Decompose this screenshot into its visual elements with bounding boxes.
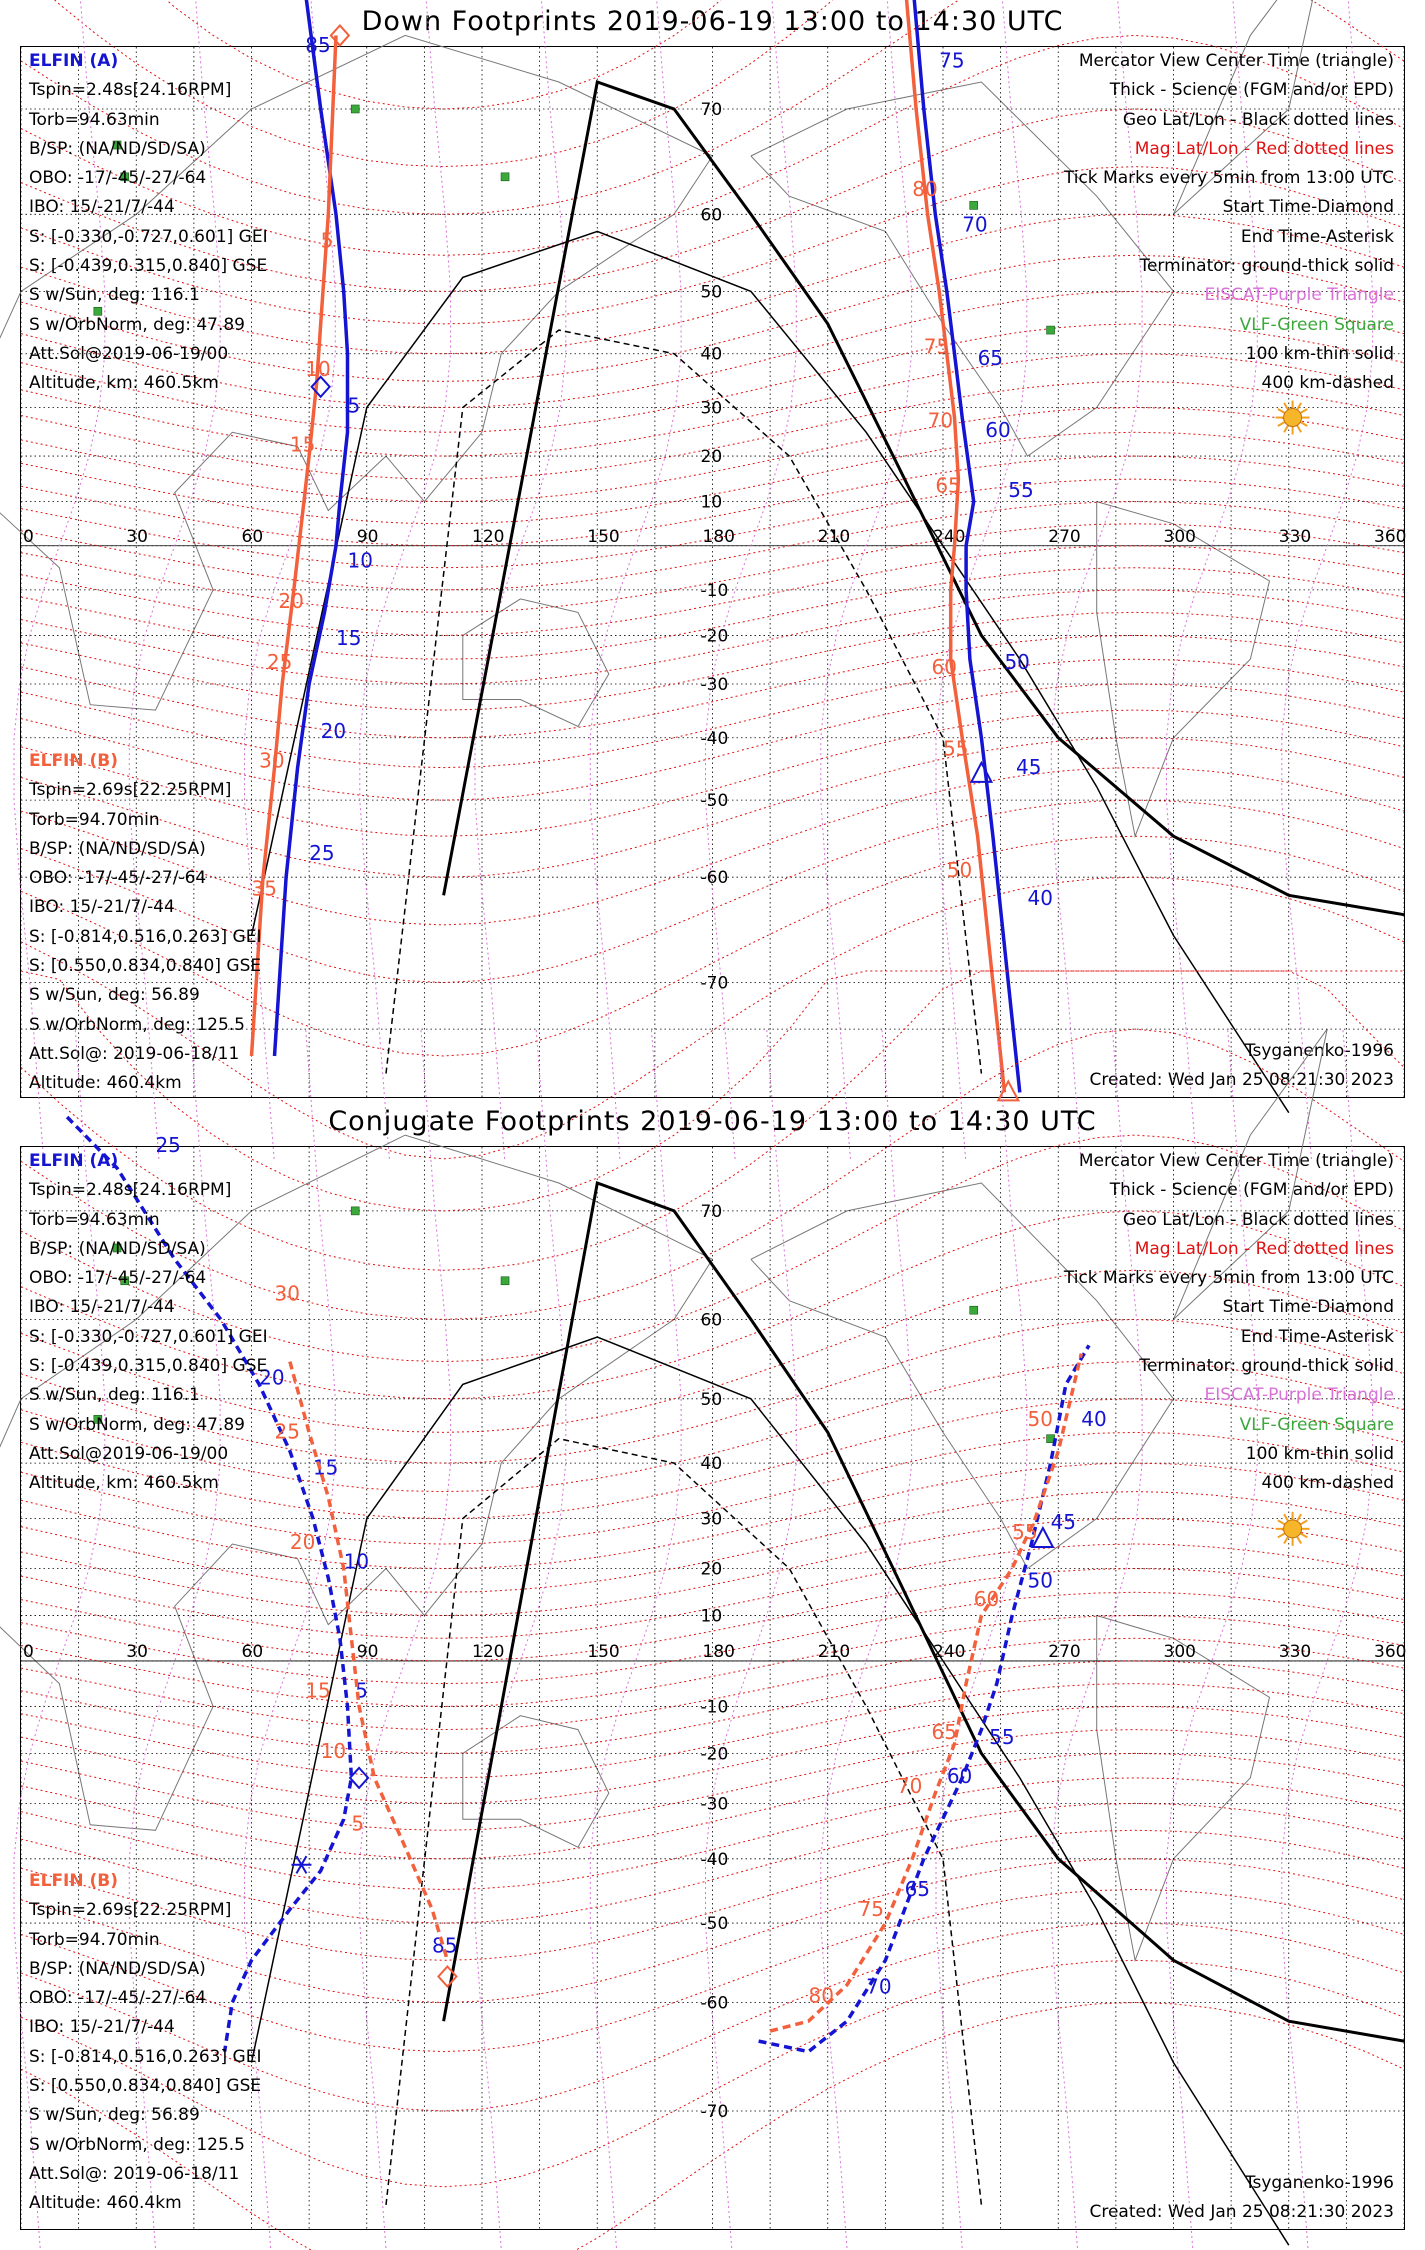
legend-item: Tick Marks every 5min from 13:00 UTC (1063, 168, 1394, 189)
sun-ray (1284, 1537, 1288, 1544)
vlf-station-icon (970, 1306, 978, 1314)
track-tick-label: 65 (904, 1876, 931, 1901)
elfin-b-line: OBO: -17/-45/-27/-64 (29, 1988, 207, 2009)
elfin-a-line: S: [-0.330,-0.727,0.601] GEI (29, 226, 268, 247)
track-tick-label: 25 (309, 841, 335, 866)
sun-disk (1284, 409, 1302, 427)
elfin-b-line: S: [0.550,0.834,0.840] GSE (29, 956, 262, 977)
elfin-a-line: B/SP: (NA/ND/SD/SA) (29, 138, 206, 159)
track-tick-label: 55 (989, 1724, 1015, 1749)
track-tick-label: 5 (347, 393, 361, 418)
elfin-b-line: S: [-0.814,0.516,0.263] GEI (29, 2046, 262, 2067)
track-tick-label: 65 (935, 473, 961, 498)
track-tick-label: 5 (355, 1678, 368, 1703)
sun-ray (1284, 425, 1288, 432)
y-tick-label: 40 (700, 1454, 723, 1475)
x-tick-label: 180 (702, 1641, 735, 1662)
track-tick-label: 70 (962, 212, 988, 237)
elfin-b-line: Tspin=2.69s[22.25RPM] (29, 780, 232, 801)
sun-disk (1284, 1520, 1302, 1538)
track-tick-label: 45 (1015, 754, 1042, 779)
legend-item: Start Time-Diamond (1222, 197, 1394, 218)
track-tick-label: 85 (432, 1933, 458, 1958)
elfin-a-line: B/SP: (NA/ND/SD/SA) (29, 1238, 206, 1259)
y-tick-label: 70 (700, 99, 723, 120)
track-tick-label: 30 (259, 748, 285, 773)
center-triangle-icon (971, 763, 991, 782)
elfin-b-line: S w/OrbNorm, deg: 125.5 (29, 2134, 246, 2155)
sun-ray (1297, 1514, 1301, 1521)
created-timestamp: Created: Wed Jan 25 08:21:30 2023 (1089, 2202, 1394, 2222)
sun-ray (1278, 422, 1285, 426)
track-tick-label: 65 (931, 1720, 957, 1745)
legend-item: Mercator View Center Time (triangle) (1078, 1151, 1394, 1171)
track-tick-label: 50 (1027, 1568, 1053, 1593)
footprint-track (759, 1345, 1089, 2051)
elfin-a-label: ELFIN (A) (29, 51, 119, 71)
elfin-a-line: OBO: -17/-45/-27/-64 (29, 168, 207, 189)
x-tick-label: 240 (933, 526, 966, 547)
track-tick-label: 55 (943, 736, 969, 761)
x-tick-label: 150 (587, 1641, 620, 1662)
legend-item: Mag Lat/Lon - Red dotted lines (1134, 1238, 1394, 1259)
track-tick-label: 70 (927, 408, 954, 433)
conjugate-footprints-panel (20, 1133, 1407, 2230)
elfin-a-info (29, 1147, 268, 1499)
x-tick-label: 0 (23, 526, 34, 547)
elfin-a-line: S w/Sun, deg: 116.1 (29, 285, 200, 306)
mag-meridian (821, 1029, 912, 2250)
elfin-b-label: ELFIN (B) (29, 751, 119, 771)
elfin-b-line: Torb=94.70min (29, 1929, 160, 1950)
sun-ray (1284, 403, 1288, 410)
sun-ray (1278, 409, 1285, 413)
legend-item: 100 km-thin solid (1245, 1443, 1394, 1464)
legend-item: End Time-Asterisk (1240, 226, 1394, 247)
x-tick-label: 0 (23, 1641, 34, 1662)
mag-meridian (590, 0, 681, 1159)
track-tick-label: 15 (289, 432, 316, 457)
y-tick-label: 30 (700, 398, 723, 419)
track-tick-label: 70 (896, 1774, 923, 1799)
legend-item: VLF-Green Square (1239, 1414, 1394, 1435)
x-tick-label: 120 (472, 1641, 505, 1662)
x-tick-label: 270 (1048, 1641, 1081, 1662)
x-tick-label: 180 (702, 526, 735, 547)
mag-meridian (360, 1029, 451, 2250)
sun-icon (1276, 1512, 1310, 1546)
down-footprints-panel (20, 32, 1407, 1098)
track-tick-label: 55 (1012, 1520, 1038, 1545)
legend-item: Thick - Science (FGM and/or EPD) (1109, 80, 1394, 101)
track-tick-label: 25 (155, 1133, 181, 1158)
elfin-b-label: ELFIN (B) (29, 1871, 119, 1891)
track-tick-label: 50 (1004, 650, 1030, 675)
track-tick-label: 70 (866, 1974, 892, 1999)
track-tick-label: 40 (1081, 1406, 1107, 1431)
y-tick-label: 10 (700, 1606, 723, 1627)
legend-item: EISCAT-Purple Triangle (1204, 285, 1394, 306)
track-tick-label: 45 (1050, 1509, 1077, 1534)
sun-ray (1300, 422, 1307, 426)
y-tick-label: 60 (700, 1310, 723, 1331)
track-tick-label: 80 (912, 177, 938, 202)
track-tick-label: 20 (320, 718, 347, 743)
vlf-station-icon (501, 173, 509, 181)
vlf-station-icon (970, 201, 978, 209)
x-tick-label: 120 (472, 526, 505, 547)
x-tick-label: 300 (1163, 1641, 1196, 1662)
track-tick-label: 25 (274, 1419, 301, 1444)
elfin-a-line: S: [-0.330,-0.727,0.601] GEI (29, 1326, 268, 1347)
elfin-b-line: Altitude: 460.4km (29, 2193, 182, 2214)
x-tick-label: 210 (817, 526, 851, 547)
y-tick-label: -10 (700, 1697, 729, 1718)
elfin-a-info (29, 47, 268, 399)
elfin-b-line: S w/Sun, deg: 56.89 (29, 2105, 200, 2126)
y-tick-label: 50 (700, 1389, 723, 1410)
coastline (463, 1716, 609, 1848)
elfin-a-line: IBO: 15/-21/7/-44 (29, 1297, 175, 1318)
elfin-a-line: OBO: -17/-45/-27/-64 (29, 1268, 207, 1289)
elfin-b-info (29, 1867, 261, 2219)
panel-title-down: Down Footprints 2019-06-19 13:00 to 14:30 UTC (361, 6, 1064, 37)
elfin-a-line: Torb=94.63min (29, 1209, 160, 1230)
coastline (1097, 1616, 1270, 1961)
y-tick-label: -30 (700, 1794, 729, 1815)
elfin-a-line: Torb=94.63min (29, 109, 160, 130)
y-tick-label: 10 (700, 492, 723, 513)
sun-ray (1300, 1533, 1307, 1537)
sun-ray (1297, 425, 1301, 432)
elfin-a-line: S: [-0.439,0.315,0.840] GSE (29, 1356, 268, 1377)
elfin-b-line: IBO: 15/-21/7/-44 (29, 2017, 175, 2038)
y-tick-label: 20 (700, 1559, 723, 1580)
track-tick-label: 25 (266, 650, 293, 675)
x-tick-label: 150 (587, 526, 620, 547)
x-tick-label: 210 (817, 1641, 851, 1662)
track-tick-label: 15 (336, 625, 362, 650)
y-tick-label: -20 (700, 1744, 729, 1765)
track-tick-label: 60 (946, 1763, 973, 1788)
legend-item: Mercator View Center Time (triangle) (1078, 51, 1394, 71)
y-tick-label: -60 (700, 868, 729, 889)
elfin-b-line: Tspin=2.69s[22.25RPM] (29, 1900, 232, 1921)
sun-ray (1300, 409, 1307, 413)
footprint-track (275, 0, 348, 1056)
elfin-b-line: Altitude: 460.4km (29, 1073, 182, 1094)
y-tick-label: 60 (700, 205, 723, 226)
track-tick-label: 10 (343, 1549, 370, 1574)
y-tick-label: -60 (700, 1993, 729, 2014)
coastline (463, 599, 609, 727)
track-tick-label: 60 (973, 1587, 1000, 1612)
legend-item: VLF-Green Square (1239, 314, 1394, 335)
track-tick-label: 50 (946, 858, 973, 883)
x-tick-label: 330 (1278, 1641, 1312, 1662)
x-tick-label: 60 (241, 526, 264, 547)
sun-ray (1278, 1520, 1285, 1524)
legend-item: Tick Marks every 5min from 13:00 UTC (1063, 1268, 1394, 1289)
track-tick-label: 35 (251, 876, 277, 901)
y-tick-label: -50 (700, 791, 729, 812)
elfin-a-line: S w/OrbNorm, deg: 47.89 (29, 1414, 246, 1435)
footer-right (1089, 2169, 1394, 2227)
elfin-b-line: Att.Sol@: 2019-06-18/11 (29, 2163, 240, 2184)
legend-item: Terminator: ground-thick solid (1139, 1356, 1394, 1377)
legend-item: Geo Lat/Lon - Black dotted lines (1122, 1209, 1394, 1230)
y-tick-label: -40 (700, 728, 729, 749)
elfin-a-line: S: [-0.439,0.315,0.840] GSE (29, 256, 268, 277)
elfin-a-line: Tspin=2.48s[24.16RPM] (29, 80, 232, 101)
x-tick-label: 90 (356, 1641, 379, 1662)
y-tick-label: -70 (700, 973, 729, 994)
track-tick-label: 80 (808, 1983, 834, 2008)
elfin-a-line: Altitude, km: 460.5km (29, 373, 219, 394)
elfin-a-line: Att.Sol@2019-06-19/00 (29, 1443, 229, 1464)
vlf-station-icon (501, 1277, 509, 1285)
legend-item: 400 km-dashed (1261, 1473, 1394, 1494)
legend-item: End Time-Asterisk (1240, 1326, 1394, 1347)
x-tick-label: 330 (1278, 526, 1312, 547)
created-timestamp: Created: Wed Jan 25 08:21:30 2023 (1089, 1070, 1394, 1090)
elfin-b-line: S w/OrbNorm, deg: 125.5 (29, 1014, 246, 1035)
y-tick-label: 30 (700, 1509, 723, 1530)
track-tick-label: 50 (1027, 1406, 1053, 1431)
track-tick-label: 55 (1008, 478, 1034, 503)
sun-ray (1284, 1514, 1288, 1521)
track-tick-label: 75 (939, 48, 965, 73)
legend-item: Start Time-Diamond (1222, 1297, 1394, 1318)
y-tick-label: -30 (700, 674, 729, 695)
vlf-station-icon (1047, 326, 1055, 334)
mag-meridian (936, 1029, 1027, 2250)
x-tick-label: 240 (933, 1641, 966, 1662)
track-tick-label: 10 (347, 548, 373, 573)
track-tick-label: 10 (320, 1739, 347, 1764)
coastline (1097, 502, 1270, 837)
elfin-b-line: S: [0.550,0.834,0.840] GSE (29, 2076, 262, 2097)
x-tick-label: 90 (356, 526, 379, 547)
track-tick-label: 10 (305, 357, 331, 382)
elfin-b-line: B/SP: (NA/ND/SD/SA) (29, 1958, 206, 1979)
track-tick-label: 20 (259, 1365, 285, 1390)
center-triangle-icon (998, 1081, 1018, 1100)
track-tick-label: 15 (312, 1455, 339, 1480)
track-tick-label: 75 (858, 1897, 884, 1922)
elfin-a-line: S w/Sun, deg: 116.1 (29, 1385, 200, 1406)
elfin-a-label: ELFIN (A) (29, 1151, 119, 1171)
track-tick-label: 65 (977, 346, 1004, 371)
y-tick-label: 70 (700, 1201, 723, 1222)
legend-item: EISCAT-Purple Triangle (1204, 1385, 1394, 1406)
y-tick-label: -50 (700, 1914, 729, 1935)
elfin-b-line: B/SP: (NA/ND/SD/SA) (29, 838, 206, 859)
elfin-b-line: Att.Sol@: 2019-06-18/11 (29, 1043, 240, 1064)
mag-meridian (360, 0, 451, 1159)
mag-meridian (475, 0, 566, 1159)
sun-ray (1297, 1537, 1301, 1544)
sun-icon (1276, 401, 1310, 435)
y-tick-label: 40 (700, 344, 723, 365)
elfin-b-line: Torb=94.70min (29, 809, 160, 830)
track-tick-label: 20 (289, 1529, 316, 1554)
track-tick-label: 30 (274, 1281, 301, 1306)
mag-meridian (821, 0, 912, 1159)
y-tick-label: 20 (700, 447, 723, 468)
legend (1064, 47, 1394, 399)
track-tick-label: 40 (1027, 885, 1053, 910)
x-tick-label: 270 (1048, 526, 1081, 547)
vlf-station-icon (351, 105, 359, 113)
model-name: Tsyganenko-1996 (1244, 1041, 1394, 1061)
track-tick-label: 20 (278, 588, 304, 613)
x-tick-label: 360 (1374, 526, 1407, 547)
x-tick-label: 60 (241, 1641, 264, 1662)
track-tick-label: 5 (320, 228, 334, 253)
y-tick-label: -70 (700, 2102, 729, 2123)
terminator-400km (386, 1439, 981, 2205)
x-tick-label: 30 (126, 1641, 148, 1662)
panel-title-conjugate: Conjugate Footprints 2019-06-19 13:00 to 14:30 UTC (328, 1106, 1097, 1137)
elfin-a-line: Att.Sol@2019-06-19/00 (29, 343, 229, 364)
elfin-b-line: OBO: -17/-45/-27/-64 (29, 868, 207, 889)
elfin-a-line: Altitude, km: 460.5km (29, 1473, 219, 1494)
mag-meridian (475, 1029, 566, 2250)
x-tick-label: 300 (1163, 526, 1196, 547)
model-name: Tsyganenko-1996 (1244, 2173, 1394, 2193)
sun-ray (1297, 403, 1301, 410)
footer-right (1089, 1037, 1394, 1095)
elfin-b-line: IBO: 15/-21/7/-44 (29, 897, 175, 918)
sun-ray (1278, 1533, 1285, 1537)
legend-item: Geo Lat/Lon - Black dotted lines (1122, 109, 1394, 130)
track-tick-label: 85 (305, 32, 331, 57)
legend-item: Thick - Science (FGM and/or EPD) (1109, 1180, 1394, 1201)
legend (1064, 1147, 1394, 1499)
track-tick-label: 60 (931, 654, 957, 679)
terminator-400km (386, 330, 981, 1074)
track-tick-label: 60 (985, 418, 1011, 443)
legend-item: Terminator: ground-thick solid (1139, 256, 1394, 277)
legend-item: 100 km-thin solid (1245, 343, 1394, 364)
elfin-b-line: S w/Sun, deg: 56.89 (29, 985, 200, 1006)
elfin-b-line: S: [-0.814,0.516,0.263] GEI (29, 926, 262, 947)
y-tick-label: -20 (700, 626, 729, 647)
track-tick-label: 15 (305, 1678, 331, 1703)
elfin-a-line: Tspin=2.48s[24.16RPM] (29, 1180, 232, 1201)
y-tick-label: -40 (700, 1849, 729, 1870)
legend-item: 400 km-dashed (1261, 373, 1394, 394)
x-tick-label: 360 (1374, 1641, 1407, 1662)
x-tick-label: 30 (126, 526, 148, 547)
legend-item: Mag Lat/Lon - Red dotted lines (1134, 138, 1394, 159)
track-tick-label: 5 (351, 1811, 365, 1836)
track-tick-label: 75 (923, 334, 950, 359)
y-tick-label: 50 (700, 282, 723, 303)
elfin-b-info (29, 747, 261, 1099)
y-tick-label: -10 (700, 580, 729, 601)
elfin-a-line: IBO: 15/-21/7/-44 (29, 197, 175, 218)
sun-ray (1300, 1520, 1307, 1524)
elfin-a-line: S w/OrbNorm, deg: 47.89 (29, 314, 246, 335)
vlf-station-icon (351, 1207, 359, 1215)
